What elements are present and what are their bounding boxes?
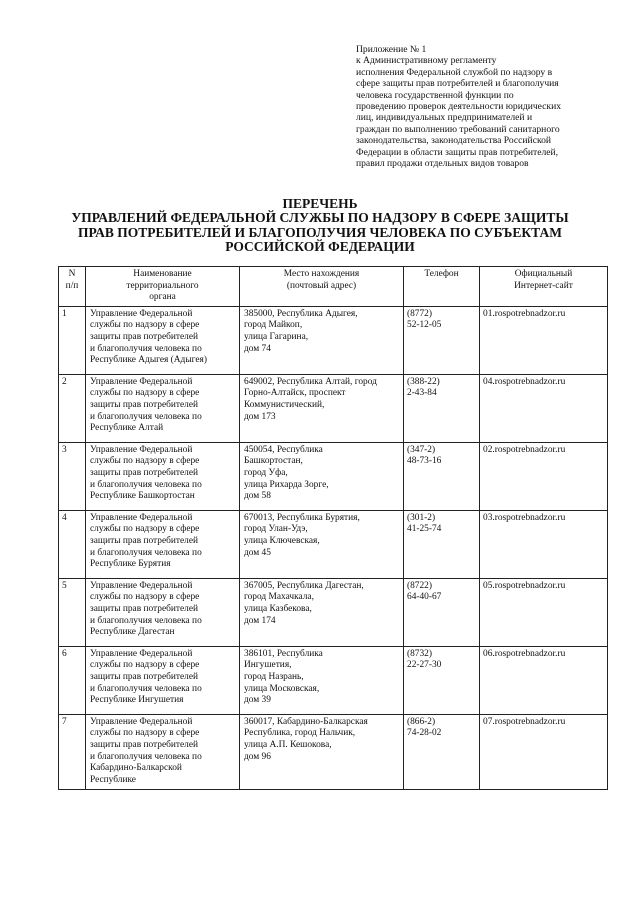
address-line: Коммунистический, — [244, 399, 325, 410]
document-heading — [60, 197, 580, 255]
address-line: улица Гагарина, — [244, 331, 309, 342]
cell-org — [86, 510, 240, 578]
cell-address — [240, 646, 404, 714]
header-line: N — [68, 269, 76, 279]
address-line: улица Ключевская, — [244, 535, 320, 546]
header-line: Официальный — [514, 269, 573, 279]
phone-line: 22-27-30 — [407, 660, 442, 671]
address-line: дом 74 — [244, 343, 271, 354]
phone-line: 48-73-16 — [407, 456, 442, 467]
document-subtitle-line: УПРАВЛЕНИЙ ФЕДЕРАЛЬНОЙ СЛУЖБЫ ПО НАДЗОРУ В СФЕРЕ ЗАЩИТЫ — [71, 210, 569, 225]
address-line: Республика, город Нальчик, — [244, 728, 356, 739]
header-org — [86, 267, 240, 307]
address-line: улица Казбекова, — [244, 603, 312, 614]
cell-org — [86, 306, 240, 374]
appendix-line: правил продажи отдельных видов товаров — [356, 158, 529, 170]
table-header-row — [59, 267, 608, 307]
cell-phone — [404, 306, 480, 374]
org-line: Управление Федеральной — [90, 376, 193, 387]
address-line: 649002, Республика Алтай, город — [244, 376, 377, 387]
appendix-line: Федерации в области защиты прав потребителей, — [356, 146, 559, 158]
appendix-line: лиц, индивидуальных предпринимателей и — [356, 112, 533, 124]
address-line: дом 45 — [244, 547, 271, 558]
cell-num: 5 — [59, 578, 86, 646]
org-line: и благополучия человека по — [90, 615, 202, 626]
cell-phone — [404, 374, 480, 442]
header-line: п/п — [65, 280, 79, 291]
address-line: город Махачкала, — [244, 592, 314, 603]
org-line: защиты прав потребителей — [90, 739, 199, 750]
cell-phone — [404, 510, 480, 578]
org-line: защиты прав потребителей — [90, 671, 199, 682]
org-line: защиты прав потребителей — [90, 535, 199, 546]
address-line: город Назрань, — [244, 671, 304, 682]
org-line: и благополучия человека по — [90, 547, 202, 558]
org-line: Управление Федеральной — [90, 512, 193, 523]
cell-org — [86, 714, 240, 789]
org-line: Управление Федеральной — [90, 444, 193, 455]
org-line: Республике Бурятия — [90, 559, 171, 570]
org-line: Управление Федеральной — [90, 308, 193, 319]
address-line: 386101, Республика — [244, 648, 323, 659]
table-row — [59, 578, 608, 646]
org-line: службы по надзору в сфере — [90, 320, 200, 331]
phone-line: (347-2) — [407, 444, 436, 455]
phone-line: 74-28-02 — [407, 728, 442, 739]
address-line: улица Московская, — [244, 683, 320, 694]
org-line: Республике Дагестан — [90, 627, 175, 638]
appendix-line: к Административному регламенту — [356, 55, 497, 67]
header-line: Место нахождения — [283, 269, 360, 279]
address-line: Ингушетия, — [244, 660, 292, 671]
header-line: Наименование — [133, 269, 192, 279]
address-line: Башкортостан, — [244, 456, 303, 467]
table-row — [59, 442, 608, 510]
cell-phone — [404, 578, 480, 646]
document-title: ПЕРЕЧЕНЬ — [282, 196, 358, 211]
org-line: Управление Федеральной — [90, 716, 193, 727]
cell-site: 05.rospotrebnadzor.ru — [480, 578, 608, 646]
table-row — [59, 646, 608, 714]
org-line: и благополучия человека по — [90, 411, 202, 422]
cell-phone — [404, 646, 480, 714]
address-line: дом 96 — [244, 751, 271, 762]
phone-line: (8772) — [407, 308, 432, 319]
cell-site: 04.rospotrebnadzor.ru — [480, 374, 608, 442]
org-line: службы по надзору в сфере — [90, 388, 200, 399]
phone-line: 2-43-84 — [407, 388, 437, 399]
document-subtitle-line: РОССИЙСКОЙ ФЕДЕРАЦИИ — [225, 239, 415, 254]
header-line: Интернет-сайт — [514, 280, 573, 291]
cell-site: 02.rospotrebnadzor.ru — [480, 442, 608, 510]
org-line: Республике Алтай — [90, 423, 164, 434]
address-line: 450054, Республика — [244, 444, 323, 455]
table-row — [59, 306, 608, 374]
table-row — [59, 714, 608, 789]
phone-line: (866-2) — [407, 716, 436, 727]
cell-org — [86, 578, 240, 646]
header-num — [59, 267, 86, 307]
appendix-line: законодательства, законодательства Российской — [356, 135, 552, 147]
cell-address — [240, 510, 404, 578]
org-line: и благополучия человека по — [90, 683, 202, 694]
cell-num: 4 — [59, 510, 86, 578]
org-line: и благополучия человека по — [90, 343, 202, 354]
org-line: Управление Федеральной — [90, 580, 193, 591]
address-line: дом 173 — [244, 411, 276, 422]
org-line: Республике Ингушетия — [90, 695, 184, 706]
appendix-line: сфере защиты прав потребителей и благополучия — [356, 78, 559, 90]
address-line: дом 58 — [244, 491, 271, 502]
phone-line: 64-40-67 — [407, 592, 442, 603]
cell-num: 3 — [59, 442, 86, 510]
appendix-line: граждан по выполнению требований санитарного — [356, 123, 560, 135]
address-line: город Улан-Удэ, — [244, 524, 308, 535]
cell-num: 6 — [59, 646, 86, 714]
phone-line: 41-25-74 — [407, 524, 442, 535]
org-line: и благополучия человека по — [90, 479, 202, 490]
org-line: Кабардино-Балкарской — [90, 763, 182, 774]
table-row — [59, 510, 608, 578]
cell-num: 7 — [59, 714, 86, 789]
header-phone — [404, 267, 480, 307]
org-line: Республике Башкортостан — [90, 491, 195, 502]
org-line: Управление Федеральной — [90, 648, 193, 659]
appendix-block — [356, 44, 596, 169]
org-line: защиты прав потребителей — [90, 399, 199, 410]
address-line: город Уфа, — [244, 467, 288, 478]
cell-address — [240, 306, 404, 374]
address-line: город Майкоп, — [244, 320, 303, 331]
cell-site: 01.rospotrebnadzor.ru — [480, 306, 608, 374]
org-line: и благополучия человека по — [90, 751, 202, 762]
address-line: дом 39 — [244, 695, 271, 706]
cell-address — [240, 714, 404, 789]
cell-org — [86, 646, 240, 714]
header-line: территориального — [126, 280, 199, 291]
header-line: органа — [149, 292, 176, 303]
org-line: Республике — [90, 774, 136, 785]
appendix-line: проведению проверок деятельности юридических — [356, 101, 562, 113]
address-line: 360017, Кабардино-Балкарская — [244, 716, 368, 727]
address-line: 367005, Республика Дагестан, — [244, 580, 364, 591]
table-row — [59, 374, 608, 442]
cell-num: 1 — [59, 306, 86, 374]
appendix-line: человека государственной функции по — [356, 89, 514, 101]
offices-table — [58, 266, 608, 790]
header-address — [240, 267, 404, 307]
address-line: дом 174 — [244, 615, 276, 626]
address-line: улица Рихарда Зорге, — [244, 479, 329, 490]
phone-line: (8722) — [407, 580, 432, 591]
org-line: службы по надзору в сфере — [90, 660, 200, 671]
header-site — [480, 267, 608, 307]
cell-phone — [404, 442, 480, 510]
cell-org — [86, 374, 240, 442]
appendix-line: Приложение № 1 — [356, 44, 427, 55]
address-line: 385000, Республика Адыгея, — [244, 308, 358, 319]
address-line: 670013, Республика Бурятия, — [244, 512, 360, 523]
org-line: Республике Адыгея (Адыгея) — [90, 355, 207, 366]
header-line: (почтовый адрес) — [286, 280, 357, 291]
org-line: защиты прав потребителей — [90, 331, 199, 342]
phone-line: (388-22) — [407, 376, 440, 387]
org-line: защиты прав потребителей — [90, 467, 199, 478]
document-subtitle-line: ПРАВ ПОТРЕБИТЕЛЕЙ И БЛАГОПОЛУЧИЯ ЧЕЛОВЕКА ПО СУБЪЕКТАМ — [78, 224, 562, 240]
phone-line: (8732) — [407, 648, 432, 659]
phone-line: 52-12-05 — [407, 320, 442, 331]
address-line: улица А.П. Кешокова, — [244, 739, 332, 750]
cell-num: 2 — [59, 374, 86, 442]
org-line: службы по надзору в сфере — [90, 524, 200, 535]
cell-site: 03.rospotrebnadzor.ru — [480, 510, 608, 578]
org-line: службы по надзору в сфере — [90, 592, 200, 603]
appendix-line: исполнения Федеральной службой по надзору в — [356, 66, 553, 78]
header-line: Телефон — [424, 269, 459, 279]
cell-site: 07.rospotrebnadzor.ru — [480, 714, 608, 789]
org-line: защиты прав потребителей — [90, 603, 199, 614]
cell-org — [86, 442, 240, 510]
cell-address — [240, 442, 404, 510]
cell-phone — [404, 714, 480, 789]
org-line: службы по надзору в сфере — [90, 728, 200, 739]
phone-line: (301-2) — [407, 512, 436, 523]
org-line: службы по надзору в сфере — [90, 456, 200, 467]
cell-address — [240, 578, 404, 646]
address-line: Горно-Алтайск, проспект — [244, 388, 346, 399]
cell-site: 06.rospotrebnadzor.ru — [480, 646, 608, 714]
cell-address — [240, 374, 404, 442]
